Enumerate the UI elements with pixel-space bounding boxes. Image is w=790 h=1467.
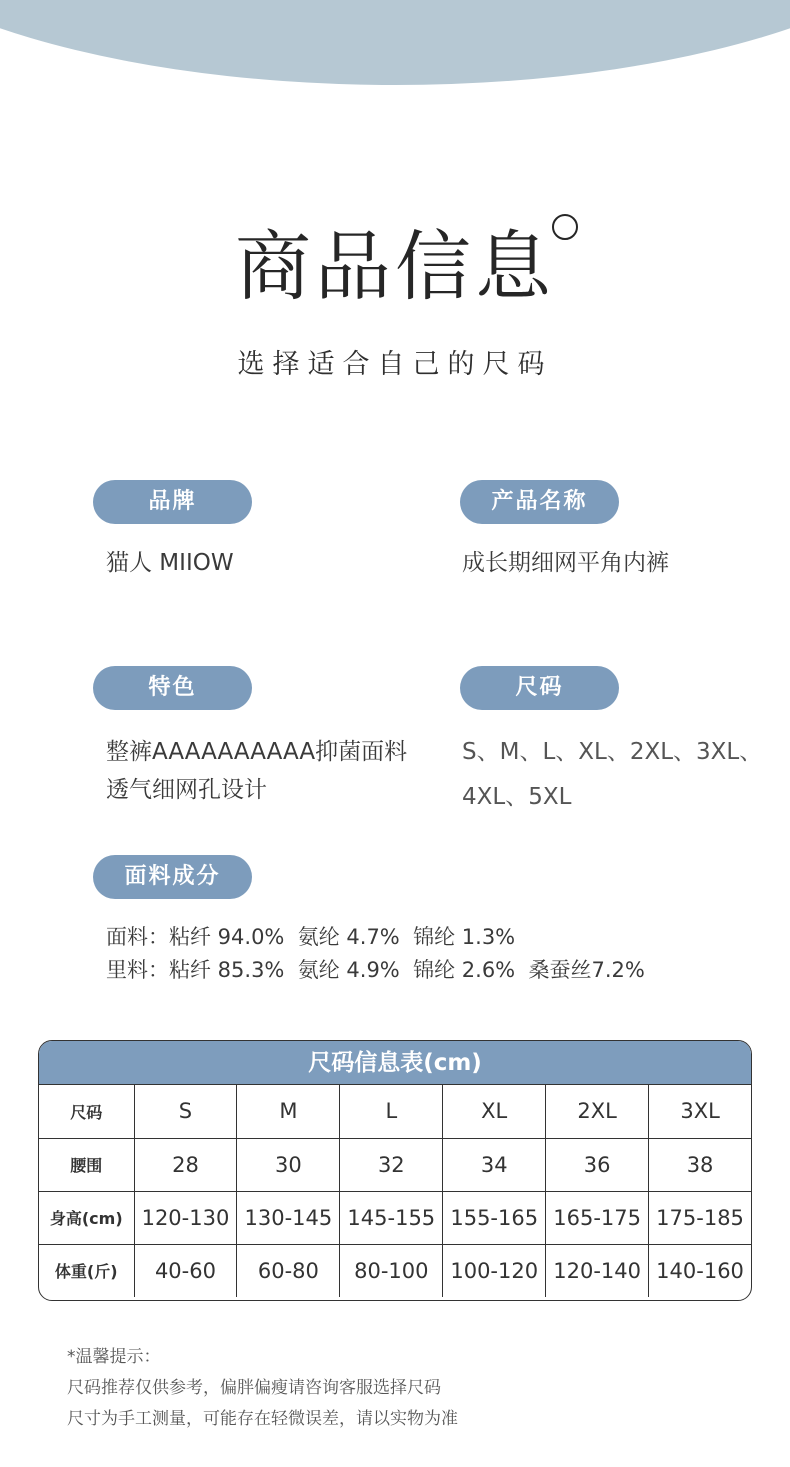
page-subtitle: 选择适合自己的尺码: [237, 349, 553, 380]
table-cell: 36: [546, 1138, 649, 1191]
row-header: 尺码: [39, 1085, 134, 1138]
tips-line-2: 尺寸为手工测量，可能存在轻微误差，请以实物为准: [67, 1409, 458, 1429]
row-header: 身高(cm): [39, 1191, 134, 1244]
table-row-weight: [39, 1244, 751, 1297]
table-cell: 60-80: [237, 1244, 340, 1297]
feature-label: 特色: [93, 666, 252, 710]
table-cell: 100-120: [443, 1244, 546, 1297]
table-cell: L: [340, 1085, 443, 1138]
table-cell: 34: [443, 1138, 546, 1191]
tips-line-1: 尺码推荐仅供参考，偏胖偏瘦请咨询客服选择尺码: [67, 1378, 441, 1398]
table-cell: 30: [237, 1138, 340, 1191]
fabric-label: 面料成分: [93, 855, 252, 899]
table-cell: 28: [134, 1138, 237, 1191]
brand-label: 品牌: [93, 480, 252, 524]
table-cell: 38: [649, 1138, 751, 1191]
warm-tips: [67, 1342, 458, 1435]
tips-title: *温馨提示：: [67, 1347, 161, 1367]
table-cell: 120-140: [546, 1244, 649, 1297]
table-cell: 145-155: [340, 1191, 443, 1244]
top-decorative-arc: [0, 0, 790, 85]
size-table: [38, 1040, 752, 1301]
table-cell: 40-60: [134, 1244, 237, 1297]
table-row-waist: [39, 1138, 751, 1191]
table-cell: 155-165: [443, 1191, 546, 1244]
table-cell: XL: [443, 1085, 546, 1138]
table-row-size: [39, 1085, 751, 1138]
brand-value: 猫人 MIIOW: [106, 550, 234, 576]
size-line-1: S、M、L、XL、2XL、3XL、: [462, 739, 763, 765]
fabric-line-1: 面料：粘纤 94.0% 氨纶 4.7% 锦纶 1.3%: [106, 925, 516, 949]
table-cell: 140-160: [656, 1258, 744, 1283]
size-label: 尺码: [460, 666, 619, 710]
fabric-line-2: 里料：粘纤 85.3% 氨纶 4.9% 锦纶 2.6% 桑蚕丝7.2%: [106, 958, 645, 982]
table-cell: M: [237, 1085, 340, 1138]
feature-line-2: 透气细网孔设计: [106, 777, 267, 803]
product-name-label: 产品名称: [460, 480, 619, 524]
row-header: 腰围: [39, 1138, 134, 1191]
row-header: 体重(斤): [39, 1244, 134, 1297]
table-cell: 3XL: [649, 1085, 751, 1138]
page-title: 商品信息: [235, 222, 555, 311]
table-row-height: [39, 1191, 751, 1244]
table-cell: 32: [340, 1138, 443, 1191]
table-cell: 165-175: [546, 1191, 649, 1244]
feature-line-1: 整裤AAAAAAAAAA抑菌面料: [106, 739, 408, 765]
table-cell: 130-145: [237, 1191, 340, 1244]
title-circle-decoration: [552, 214, 578, 240]
table-cell: 2XL: [546, 1085, 649, 1138]
product-name-value: 成长期细网平角内裤: [462, 550, 669, 576]
size-line-2: 4XL、5XL: [462, 784, 572, 810]
table-cell: S: [134, 1085, 237, 1138]
table-cell: 175-185: [649, 1191, 751, 1244]
table-cell: 80-100: [340, 1244, 443, 1297]
size-table-grid: [39, 1085, 751, 1297]
table-cell: 120-130: [134, 1191, 237, 1244]
size-table-title: 尺码信息表(cm): [39, 1041, 751, 1085]
